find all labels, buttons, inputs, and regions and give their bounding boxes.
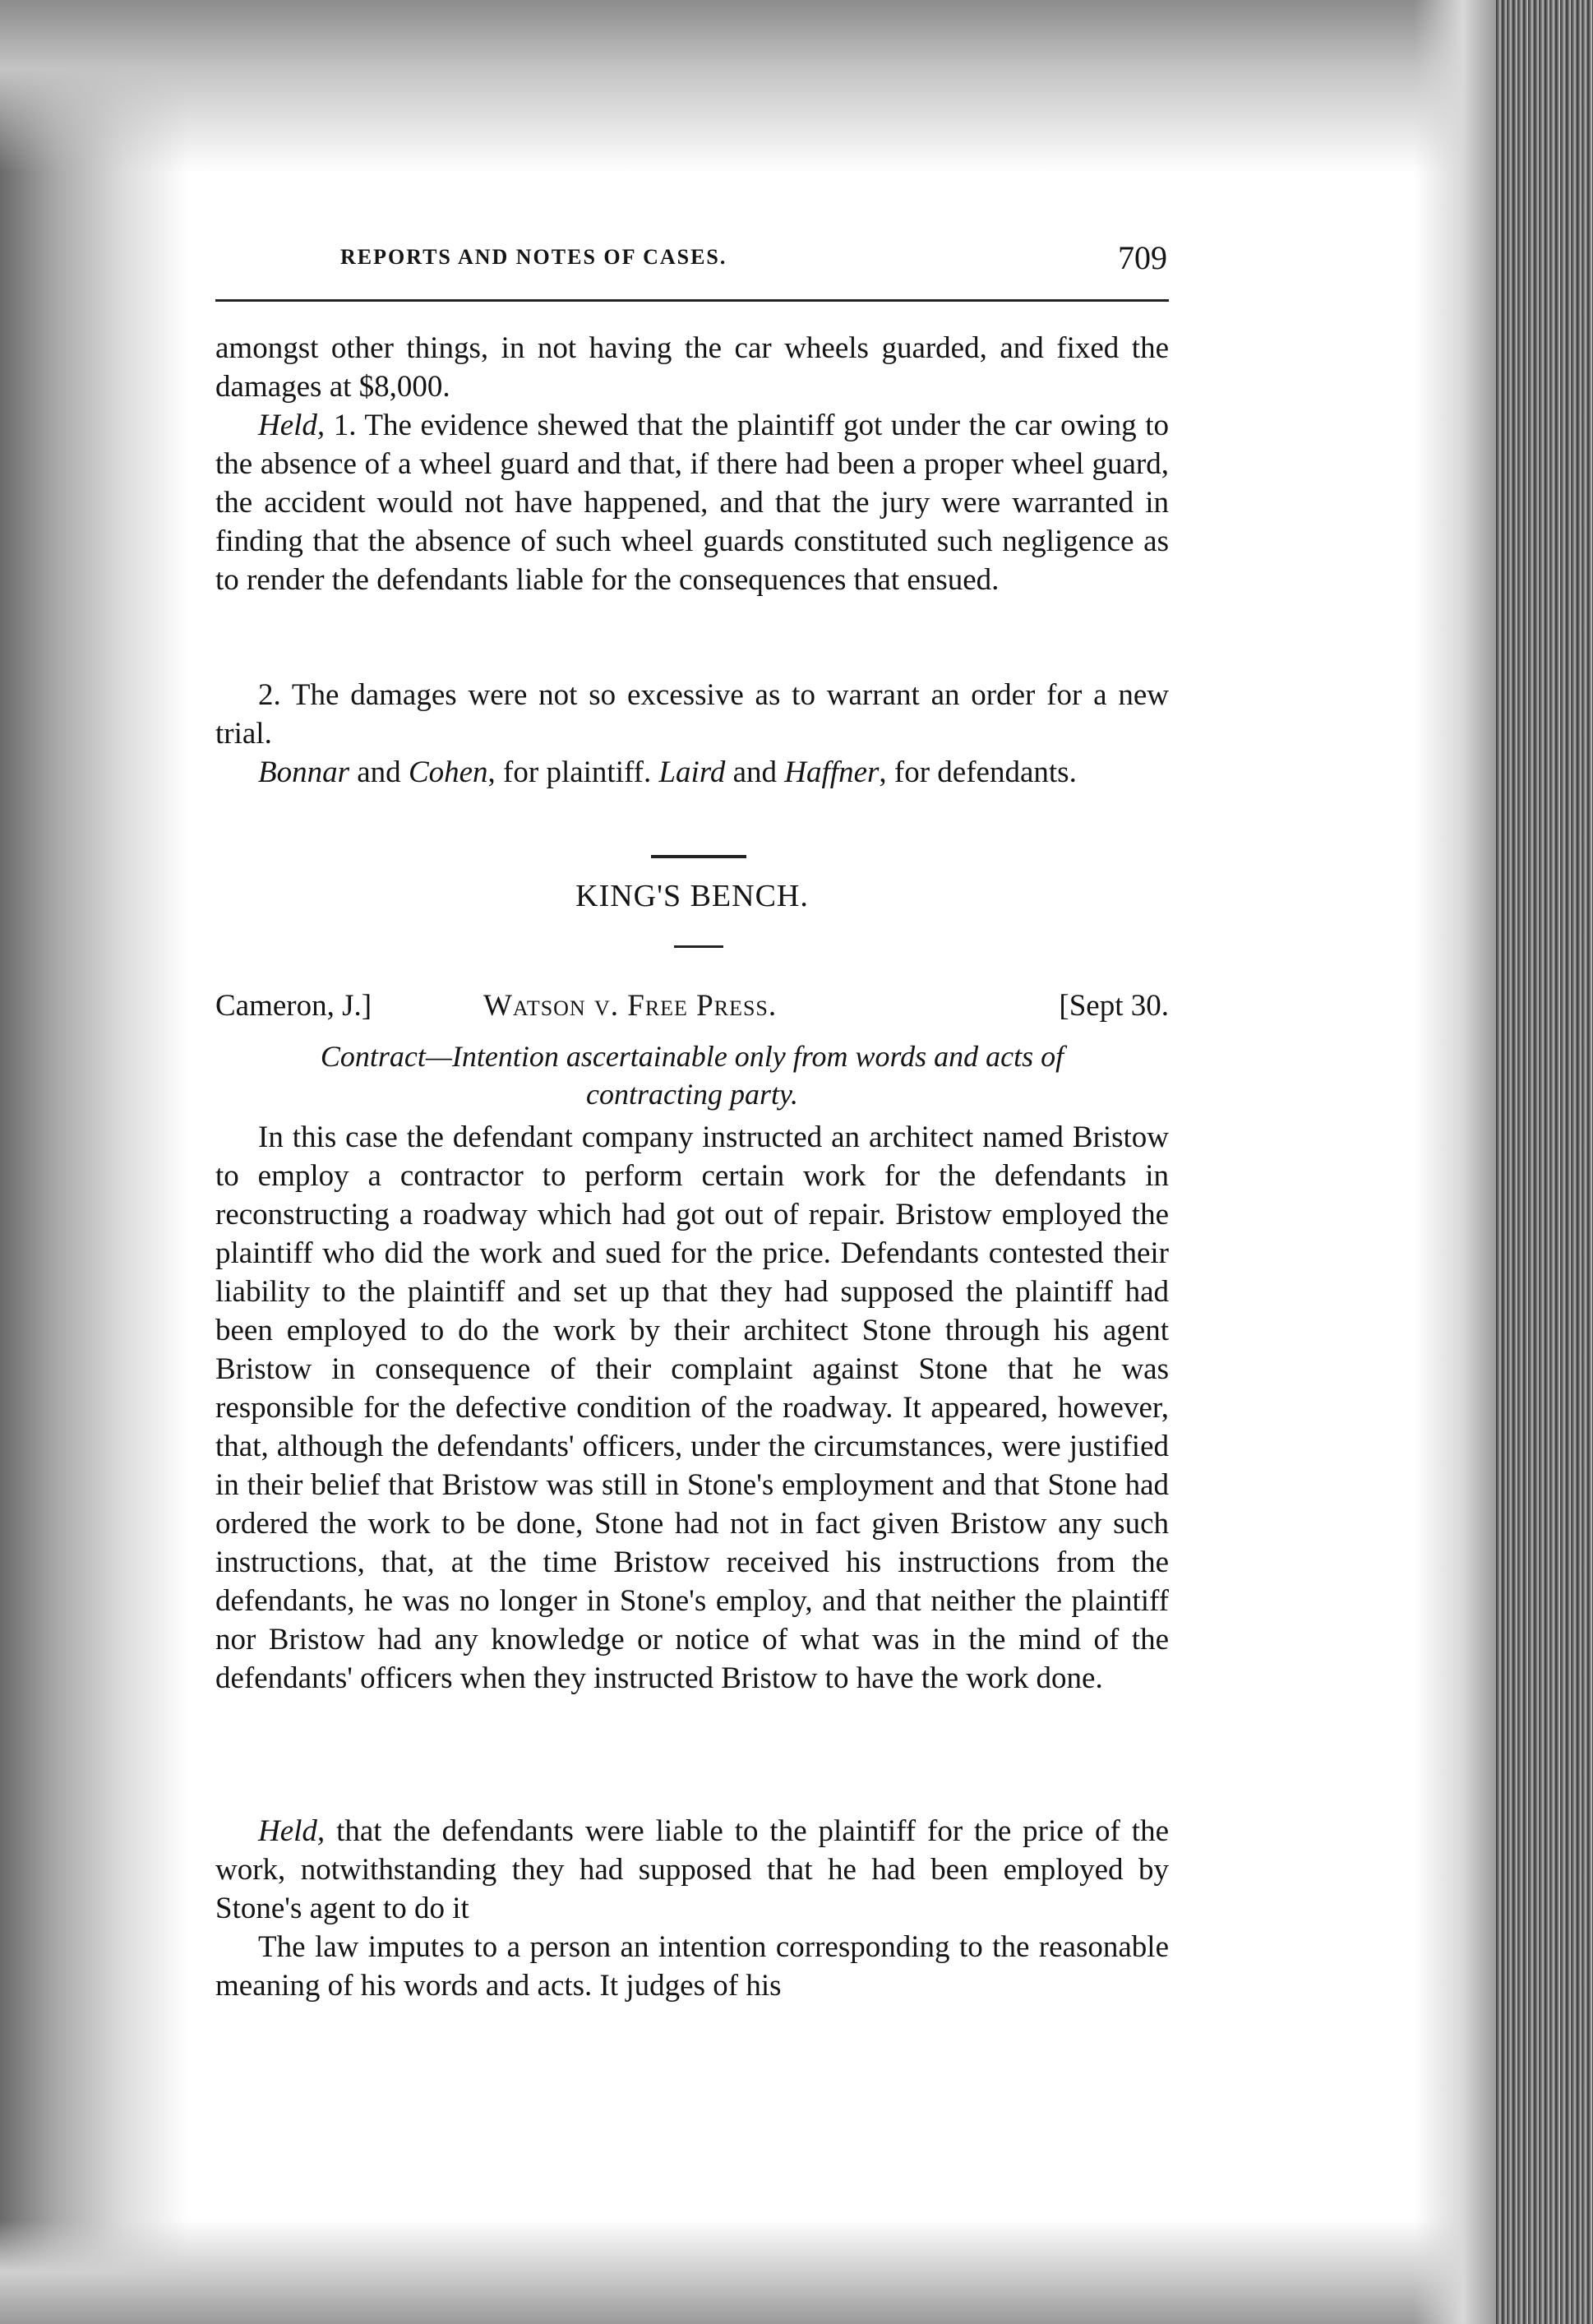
held-text: that the defendants were liable to the plaintiff for the price of the work, notwithstanding they had supposed that he had been employed by Stone's agent to do it (215, 1814, 1169, 1925)
running-title: REPORTS AND NOTES OF CASES. (340, 245, 727, 269)
counsel-name: Cohen (408, 755, 488, 789)
counsel-paragraph (215, 753, 1169, 792)
scan-edge-shadow (1414, 0, 1496, 2324)
court-heading: KING'S BENCH. (575, 879, 809, 913)
header-rule (215, 299, 1169, 302)
facts-text: In this case the defendant company instructed an architect named Bristow to employ a contractor to perform certain work for the defendants in reconstructing a roadway which had got out of repair. Bristow employed the plaintiff who did the work and sued for the price. Defendants contested their liability to the plaintiff and set up that they had supposed the plaintiff had been employed to do the work by their architect Stone through his agent Bristow in consequence of their complaint against Stone that he was responsible for the defective condition of the roadway. It appeared, however, that, although the defendants' officers, under the circumstances, were justified in their belief that Bristow was still in Stone's employment and that Stone had ordered the work to be done, Stone had not in fact given Bristow any such instructions, that, at the time Bristow received his instructions from the defendants, he was no longer in Stone's employ, and that neither the plaintiff nor Bristow had any knowledge or notice of what was in the mind of the defendants' officers when they instructed Bristow to have the work done. (215, 1120, 1169, 1695)
law-text: The law imputes to a person an intention corresponding to the reasonable meaning of his words and acts. It judges of his (215, 1930, 1169, 2003)
prev-case-damages-paragraph (215, 676, 1169, 753)
counsel-name: Bonnar (258, 755, 349, 789)
counsel-role: , for defendants. (879, 755, 1077, 789)
held-label: Held, (258, 1814, 326, 1848)
facts-paragraph (215, 1118, 1169, 1698)
headnote-line: Contract—Intention ascertainable only from words and acts of (320, 1040, 1064, 1073)
held-text: 1. The evidence shewed that the plaintiff got under the car owing to the absence of a wheel guard and that, if there had been a proper wheel guard, the accident would not have happened, and that the jury were warranted in finding that the absence of such wheel guards constituted such negligence as to render the defendants liable for the consequences that ensued. (215, 409, 1169, 597)
counsel-connector: and (349, 755, 409, 789)
case-caption (215, 988, 1169, 1029)
prev-case-text: amongst other things, in not having the car wheels guarded, and fixed the damages at $8,000. (215, 331, 1169, 404)
counsel-role: , for plaintiff. (487, 755, 659, 789)
section-divider (651, 855, 746, 858)
book-page (215, 0, 1185, 2324)
prev-case-paragraph (215, 329, 1169, 406)
case-name: Watson v. Free Press. (483, 989, 778, 1023)
case-judge: Cameron, J.] (215, 989, 372, 1023)
page-stack-edge (1496, 0, 1593, 2324)
prev-case-held-paragraph (215, 406, 1169, 599)
held-label: Held, (258, 409, 326, 442)
law-paragraph (215, 1928, 1169, 2005)
heading-divider (674, 945, 723, 948)
scan-shadow-left (0, 0, 189, 2324)
case-date: [Sept 30. (1059, 989, 1169, 1023)
counsel-name: Haffner (784, 755, 880, 789)
held-paragraph (215, 1812, 1169, 1928)
counsel-connector: and (725, 755, 785, 789)
running-header (215, 238, 1185, 288)
counsel-name: Laird (658, 755, 726, 789)
case-headnote (215, 1037, 1169, 1113)
damages-text: 2. The damages were not so excessive as to warrant an order for a new trial. (215, 678, 1169, 751)
page-number: 709 (1118, 239, 1167, 276)
headnote-line: contracting party. (586, 1078, 798, 1111)
